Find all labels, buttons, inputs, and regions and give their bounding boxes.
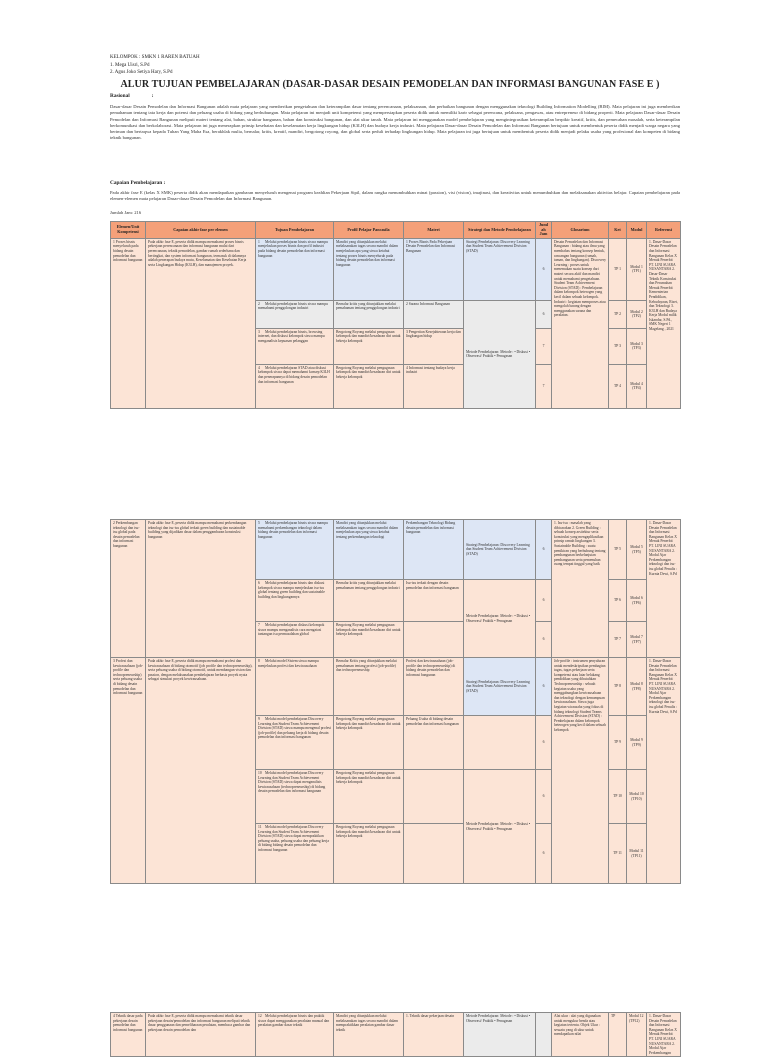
- glosarium-cell: Desain Pemodelan dan Informasi Bangunan : bidang atau ilmu yang membahas tentang konsep bentuk, rancangan bangunan (rumah, taman, dan lingkungan). Discovery Learning : proses untuk menemukan suatu konsep dari materi secara aktif dan mandiri untuk memahami pengetahuan. Student Team Achievement Division (STAD) : Pembelajaran dalam kelompok heterogen yang kecil dalam sebuah kelompok. Industri : kegiatan memproses atau mengolah barang dengan menggunakan sarana dan peralatan.: [552, 238, 609, 408]
- capaian-cell: Pada akhir fase E, peserta didik mampu memahami teknik dasar pekerjaan desain/pemodelan dan informasi bangunan meliputi teknik dasar penggunaan dan pemeliharaan peralatan, membaca gambar dan pekerjaan desain pemodelan dan: [146, 1013, 256, 1057]
- tujuan-cell: 5 Melalui pembelajaran bisnis siswa mampu memahami perkembangan teknologi dalam bidang desain pemodelan dan informasi bangunan: [256, 520, 334, 580]
- modul-cell: Modul 8 (TP8): [627, 658, 647, 716]
- modul-cell: Modul 4 (TP4): [627, 364, 647, 408]
- jam-cell: 6: [536, 238, 552, 300]
- modul-cell: Modul 5 (TP5): [627, 520, 647, 580]
- profil-cell: Bergotong Royong melalui pengugasan kelompok dan mandiri/kesadaran diri untuk bekerja kelompok: [334, 824, 404, 884]
- elemen-cell: 4 Teknik dasar pada pekerjaan desain pemodelan dan informasi bangunan: [111, 1013, 146, 1057]
- col-materi: Materi: [404, 222, 464, 239]
- referensi-cell: 1. Dasar-Dasar Desain Pemodelan dan Informasi Bangunan Kelas X Menuk Penerbit PT. LINI SUARA NUSANTARA 2. Modul Ajar Perkembangan teknologi dan isu-isu global Penulis : Kurnia Dewi, S.Pd: [647, 658, 681, 884]
- tujuan-cell: 7 Melalui pembelajaran diskusi kelompok siswa mampu menganalisis cara mengatasi tantangan isu permasalahan global: [256, 622, 334, 658]
- glosarium-cell: Alat ukur : alat yang digunakan untuk mengukur benda atau kegiatan tertentu. Objek Ukur : sesuatu yang di ukur untuk mendapatkan nilai: [552, 1013, 609, 1057]
- modul-cell: Modul 2 (TP2): [627, 300, 647, 328]
- jam-cell: 6: [536, 824, 552, 884]
- kode-cell: TP 5: [609, 520, 627, 580]
- kode-cell: TP 8: [609, 658, 627, 716]
- table-header-row: [111, 222, 681, 239]
- page-title: ALUR TUJUAN PEMBELAJARAN (DASAR-DASAR DESAIN PEMODELAN DAN INFORMASI BANGUNAN FASE E ): [120, 79, 660, 90]
- profil-cell: Mandiri yang ditunjukkan melalui melaksanakan tugas secara mandiri dalam menjelaskan apa yang siswa ketahui tentang proses bisnis menyeluruh pada bidang desain pemodelan dan informasi bangunan: [334, 238, 404, 300]
- materi-cell: 4 Informasi tentang budaya kerja industri: [404, 364, 464, 408]
- kode-cell: TP 6: [609, 580, 627, 622]
- table-row: [111, 1013, 681, 1057]
- materi-cell: 2 Sarana Informasi Bangunan: [404, 300, 464, 328]
- col-jam: Jumlah Jam: [536, 222, 552, 239]
- materi-cell: 1. Teknik dasar pekerjaan desain: [404, 1013, 464, 1057]
- modul-cell: Modul 1 (TP1): [627, 238, 647, 300]
- col-profil: Profil Pelajar Pancasila: [334, 222, 404, 239]
- strategi-cell: Strategi Pembelajaran: Discovery Learning dan Student Team Achievement Division (STAD): [464, 520, 536, 580]
- col-ket: Ket: [609, 222, 627, 239]
- modul-cell: Modul 9 (TP9): [627, 716, 647, 770]
- profil-cell: Bergotong Royong melalui pengugasan kelompok dan mandiri/kesadaran diri untuk bekerja kelompok: [334, 622, 404, 658]
- col-tujuan: Tujuan Pembelajaran: [256, 222, 334, 239]
- elemen-cell: 2 Perkembangan teknologi dan isu-isu global pada desain pemodelan dan informasi bangunan: [111, 520, 146, 658]
- alur-table-1: [110, 221, 681, 409]
- materi-cell: 1 Proses Bisnis Pada Pekerjaan Desain Pemodelan dan Informasi Bangunan: [404, 238, 464, 300]
- jam-cell: 6: [536, 716, 552, 770]
- modul-cell: Modul 11 (TP11): [627, 824, 647, 884]
- materi-cell: [404, 824, 464, 884]
- tujuan-cell: 3 Melalui pembelajaran bisnis, browsing internet, dan diskusi kelompok siswa mampu menganalisis kepuasan pelanggan: [256, 328, 334, 364]
- jam-cell: 7: [536, 364, 552, 408]
- elemen-cell: 3 Profesi dan kewirausahaan (job-profile dan technopreneurship) serta peluang usaha di bidang desain pemodelan dan informasi bangunan: [111, 658, 146, 884]
- group-name: KELOMPOK : SMKN 1 RAREN BATUAH: [110, 55, 200, 60]
- profil-cell: Bergotong Royong melalui pengugasan kelompok dan mandiri/kesadaran diri untuk bekerja kelompok: [334, 364, 404, 408]
- col-glosarium: Glosarium: [552, 222, 609, 239]
- strategi-cell: Strategi Pembelajaran: Discovery Learning dan Student Team Achievement Division (STAD): [464, 658, 536, 716]
- member-1: 1. Mega Uisri, S.Pd: [110, 62, 150, 68]
- tujuan-cell: 9 Melalui model pembelajaran Discovery Learning dan Student Team Achievement Division (STAD) siswa mampu mengenal profesi (job-profile) dan peluang kerja di bidang desain pemodelan dan informasi bangunan: [256, 716, 334, 770]
- profil-cell: Mandiri yang ditunjukkan melalui melaksanakan tugas secara mandiri dalam mempraktikkan peralatan gambar dasar teknik: [334, 1013, 404, 1057]
- alur-table-2: [110, 519, 681, 884]
- capaian-cell: Pada akhir fase E, peserta didik mampu memahami perkembangan teknologi dan isu-isu global terkait green building dan sustainable building yang dijadikan dasar dalam penggambaran konstruksi bangunan: [146, 520, 256, 658]
- kode-cell: TP 4: [609, 364, 627, 408]
- tujuan-cell: 11 Melalui model pembelajaran Discovery Learning dan Student Team Achievement Division (STAD) siswa dapat mempraktikan peluang usaha, peluang usaha dan peluang kerja di bidang bidang desain pemodelan dan informasi bangunan: [256, 824, 334, 884]
- col-elemen: Elemen/Unit Kompetensi: [111, 222, 146, 239]
- table-row: [111, 520, 681, 580]
- tujuan-cell: 4 Melalui pembelajaran STAD atau diskusi kelompok siswa dapat memahami konsep K3LH dan penerapannya di bidang desain pemodelan dan informasi bangunan: [256, 364, 334, 408]
- jam-cell: [536, 1013, 552, 1057]
- referensi-cell: 1. Dasar-Dasar Desain Pemodelan dan Informasi Bangunan Kelas X Menuk Penerbit PT. LINI SUARA NUSANTARA 2. Dasar-Dasar Teknik Konstruksi dan Perumahan Menuk Penerbit Kementerian Pendidikan, Kebudayaan, Riset, dan Teknologi 3. K3LH dan Budaya Kerja Modul milik Iskandar, S.Pd., SMK Negeri 1 Magelang , 2021: [647, 238, 681, 408]
- tujuan-cell: 8 Melalui model Sistem siswa mampu menjelaskan profesi dan kewirausahaan: [256, 658, 334, 716]
- table-row: [111, 658, 681, 716]
- jam-cell: 6: [536, 580, 552, 622]
- kode-cell: TP 11: [609, 824, 627, 884]
- glosarium-cell: 1. Isu-isu : masalah yang dibicarakan 2. Green Building : sebuah konsep arsitektur serta konstruksi yang mengaplikasikan prinsip ramah lingkungan 3. Sustainable Building : suatu pemikiran yang berhubung tentang pembangunan berkelanjutan pembangunan serta pemenuhan ruang tempat tinggal yang baik: [552, 520, 609, 658]
- strategi-cell: Strategi Pembelajaran: Discovery Learning dan Student Team Achievement Division (STAD): [464, 238, 536, 300]
- tujuan-cell: 2 Melalui pembelajaran bisnis siswa mampu memahami penggolongan industri: [256, 300, 334, 328]
- modul-cell: Modul 10 (TP10): [627, 770, 647, 824]
- tujuan-cell: 1 Melalui pembelajaran bisnis siswa mampu menjelaskan proses bisnis dan profil industri pada bidang desain pemodelan dan informasi bangunan: [256, 238, 334, 300]
- member-2: 2. Agus Joko Setiya Hary, S.Pd: [110, 70, 173, 75]
- col-strategi: Strategi dan Metode Pembelajaran: [464, 222, 536, 239]
- jam-cell: 6: [536, 770, 552, 824]
- profil-cell: Bernalar Kritis yang ditunjukkan melalui pemahaman tentang profesi (job-profile) dan technopreneurship: [334, 658, 404, 716]
- rasional-text: Dasar-dasar Desain Pemodelan dan Informasi Bangunan adalah mata pelajaran yang memberikan pengetahuan dan keterampilan dasar tentang perencanaan, pelaksanaan, dan perbaikan bangunan dengan menggunakan teknologi Building Information Modelling (BIM). Mata pelajaran ini juga memberikan pemahaman tentang tata kerja dan potensi dan peluang usaha di bidang yang berhubungan. Mata pelajaran ini menjadi unit kompetensi yang mempersiapkan peserta didik untuk memiliki karir sebagai perencana, pelaksana, pengawas, atau entrepreneur di bidang properti. Mata pelajaran Dasar-dasar Desain Pemodelan dan Informasi Bangunan meliputi materi tentang alat, bahan, struktur bangunan, bahan dan konstruksi bangunan, dan alat ukur tanah. Mata pelajaran ini menggunakan model pembelajaran yang mengintegrasikan keterampilan berpikir kreatif, kritis, dan pemecahan masalah, serta keterampilan berkomunikasi dan berkolaborasi. Mata pelajaran ini juga menerapkan prinsip kesehatan dan keselamatan kerja lingkungan hidup (K3LH) dan budaya kerja industri. Mata pelajaran Dasar-dasar Desain Pemodelan dan Informasi Bangunan bertujuan untuk membentuk peserta didik menjadi warga negara yang beriman dan bertaqwa kepada Tuhan Yang Maha Esa, berakhlak mulia, bernalar, kritis, kreatif, mandiri, bergotong royong, dan global serta peduli terhadap lingkungan hidup. Mata pelajaran ini juga bertujuan untuk membentuk peserta didik menjadi pelaku usaha yang profesional dan kompeten di bidang teknik bangunan.: [110, 104, 680, 141]
- materi-cell: [404, 622, 464, 658]
- jam-cell: 6: [536, 658, 552, 716]
- materi-cell: Isu-isu terkait dengan desain pemodelan dan informasi bangunan: [404, 580, 464, 622]
- metode-cell: Metode Pembelajaran: Metode : • Diskusi • Observasi/ Praktik • Penugasan: [464, 300, 536, 408]
- table-row: [111, 238, 681, 300]
- profil-cell: Bergotong Royong melalui pengugasan kelompok dan mandiri/kesadaran diri untuk bekerja kelompok: [334, 716, 404, 770]
- metode-cell: Metode Pembelajaran: Metode : • Diskusi • Observasi/ Praktik • Penugasan: [464, 770, 536, 884]
- document-header: [110, 54, 200, 77]
- kode-cell: TP 9: [609, 716, 627, 770]
- metode-cell: Metode Pembelajaran: Metode : • Diskusi • Observasi/ Praktik • Penugasan: [464, 580, 536, 658]
- capaian-heading: Capaian Pembelajaran :: [110, 180, 166, 186]
- modul-cell: Modul 7 (TP7): [627, 622, 647, 658]
- jam-cell: 6: [536, 622, 552, 658]
- col-modul: Modul: [627, 222, 647, 239]
- tujuan-cell: 12 Melalui pembelajaran bisnis dan praktik siswa dapat menggunakan peralatan manual dan peralatan gambar dasar teknik: [256, 1013, 334, 1057]
- glosarium-cell: Job-profile : instrumen penyaluran untuk mendeskripsikan pembagian tugas, tugas pekerjaan serta kompetensi atau latar belakang pendidikan yang dibutuhkan Technopreneurship : sebuah kegiatan usaha yang menggabungkan kewirausahaan dan teknologi dengan kemampuan kewirausahaan. Siswa juga kegiatan wirausaha yang fokus di bidang teknologi Student Teams Achievement Division (STAD) : Pembelajaran dalam kelompok heterogen yang kecil dalam sebuah kelompok: [552, 658, 609, 884]
- kode-cell: TP 1: [609, 238, 627, 300]
- kode-cell: TP 7: [609, 622, 627, 658]
- referensi-cell: 1. Dasar-Dasar Desain Pemodelan dan Informasi Bangunan Kelas X Menuk Penerbit PT. LINI SUARA NUSANTARA 2. Modul Ajar Perkembangan teknologi dan isu-isu global Penulis : Kurnia Dewi, S.Pd: [647, 520, 681, 658]
- kode-cell: TP: [609, 1013, 627, 1057]
- col-capaian: Capaian akhir fase per elemen: [146, 222, 256, 239]
- alur-table-3: [110, 1012, 681, 1057]
- materi-cell: 3 Pengertian Kesejahteraan kerja dan lingkungan hidup: [404, 328, 464, 364]
- metode-cell: Metode Pembelajaran: Metode : • Diskusi • Observasi/ Praktik • Penugasan: [464, 1013, 536, 1057]
- profil-cell: Mandiri yang ditunjukkan melalui melaksanakan tugas secara mandiri dalam menjelaskan apa yang siswa ketahui tentang perkembangan teknologi: [334, 520, 404, 580]
- rasional-heading: Rasional :: [110, 93, 154, 99]
- capaian-text: Pada akhir fase E (kelas X SMK) peserta didik akan mendapatkan gambaran menyeluruh mengenai program keahlian Pekerjaan Sipil, dalam rangka menumbuhkan minat (passion), visi (vision), imajinasi, dan kreativitas untuk menumbuhkan dan melaksanakan aktivitas belajar. Capaian pembelajaran pada elemen-elemen mata pelajaran Dasar-dasar Desain Pemodelan dan Informasi Bangunan.: [110, 190, 680, 202]
- profil-cell: Bergotong Royong melalui pengugasan kelompok dan mandiri/kesadaran diri untuk bekerja kelompok: [334, 770, 404, 824]
- col-referensi: Referensi: [647, 222, 681, 239]
- materi-cell: [404, 770, 464, 824]
- materi-cell: Peluang Usaha di bidang desain pemodelan dan informasi bangunan: [404, 716, 464, 770]
- materi-cell: Perkembangan Teknologi Bidang desain pemodelan dan informasi bangunan: [404, 520, 464, 580]
- materi-cell: Profesi dan kewirausahaan (job-profile dan technopreneurship) di bidang desain pemodelan dan informasi bangunan: [404, 658, 464, 716]
- profil-cell: Bernalar kritis yang ditunjukkan melalui pemahaman tentang penggolongan industri: [334, 580, 404, 622]
- capaian-cell: Pada akhir fase E, peserta didik mampu memahami proses bisnis pekerjaan perencanaan dan informasi bangunan mulai dari perencanaan, teknik pemodelan, gambar rumah sederhana dan bertingkat, dan system informasi bangunan, termasuk di dalamnya adalah penerapan budaya mutu, Keselamatan dan Kesehatan Kerja serta Lingkungan Hidup (K3LH), dan manajemen proyek.: [146, 238, 256, 408]
- tujuan-cell: 10 Melalui model pembelajaran Discovery Learning dan Student Team Achievement Division (STAD) siswa dapat menganalisis kewirausahaan (technopreneurship) di bidang desain pemodelan dan informasi bangunan: [256, 770, 334, 824]
- tujuan-cell: 6 Melalui pembelajaran bisnis dan diskusi kelompok siswa mampu menjelaskan isu-isu global tentang green building dan sustainable building dan lingkungannya: [256, 580, 334, 622]
- profil-cell: Bernalar kritis yang ditunjukkan melalui pemahaman tentang penggolongan industri: [334, 300, 404, 328]
- modul-cell: Modul 3 (TP3): [627, 328, 647, 364]
- referensi-cell: 1. Dasar-Dasar Desain Pemodelan dan Informasi Bangunan Kelas X Menuk Penerbit PT. LINI SUARA NUSANTARA 2. Modul Ajar Perkembangan: [647, 1013, 681, 1057]
- jam-cell: 7: [536, 328, 552, 364]
- kode-cell: TP 3: [609, 328, 627, 364]
- profil-cell: Bergotong Royong melalui pengugasan kelompok dan mandiri/kesadaran diri untuk bekerja kelompok: [334, 328, 404, 364]
- jam-cell: 6: [536, 300, 552, 328]
- modul-cell: Modul 6 (TP6): [627, 580, 647, 622]
- kode-cell: TP 2: [609, 300, 627, 328]
- kode-cell: TP 10: [609, 770, 627, 824]
- jumlah-jam: Jumlah Jam: 216: [110, 210, 142, 215]
- elemen-cell: 1 Proses bisnis menyeluruh pada bidang desain pemodelan dan informasi bangunan: [111, 238, 146, 408]
- capaian-cell: Pada akhir fase E, peserta didik mampu memahami profesi dan kewirausahaan di bidang otomotif (job profile dan technopreneurship), serta peluang usaha di bidang otomotif, untuk membangun vision dan passion, dengan melaksanakan pembelajaran berbasis proyek nyata sebagai simulasi proyek kewirausahaan.: [146, 658, 256, 884]
- strategi-empty: [464, 716, 536, 770]
- jam-cell: 6: [536, 520, 552, 580]
- modul-cell: Modul 12 (TP12): [627, 1013, 647, 1057]
